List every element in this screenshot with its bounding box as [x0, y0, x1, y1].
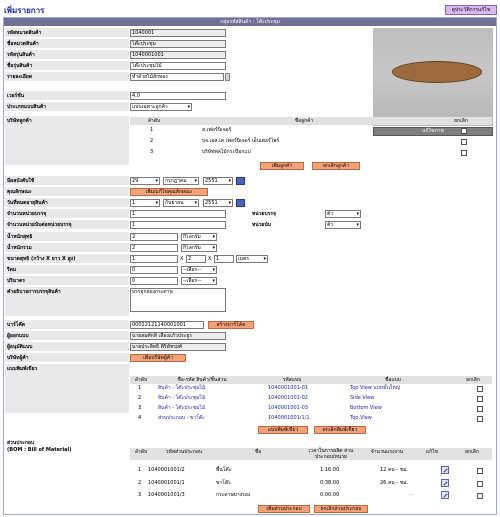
dimension-label: ขนาดสุทธิ (กว้าง X ยาว X สูง) [5, 254, 129, 264]
designer-label: ผู้ออกแบบ [5, 331, 129, 341]
sub-code-label: รหัสรุ่นสินค้า [5, 50, 129, 60]
bp-name[interactable]: สินค้า - โต๊ะประชุมไม้ [158, 385, 206, 391]
edit-icon[interactable] [441, 491, 449, 499]
capacity-label: ปริมาตร [5, 276, 129, 286]
bom-col-name: ชื่อ [216, 448, 300, 460]
bom-sublabel: (BOM : Bill of Material) [7, 447, 72, 453]
volume-input[interactable]: 0 [130, 266, 178, 274]
bp-no: 4 [138, 415, 142, 421]
customers-col-cancel: ยกเลิก [430, 117, 492, 125]
customer-cancel-checkbox[interactable] [461, 128, 467, 134]
customer-no: 3 [150, 149, 154, 155]
spec-label: คุณลักษณะ [5, 187, 129, 197]
bp-col-name: ชื่อ-รหัส สินค้า/ชิ้นส่วน [152, 376, 252, 384]
bom-name: ขาโต๊ะ [216, 480, 231, 486]
gross-weight-unit[interactable]: กิโลกรัม ▾ [181, 244, 217, 252]
dimension-w-input[interactable]: 1 [130, 255, 178, 263]
bp-code[interactable]: 1040001001-02 [268, 395, 308, 401]
bom-labor: 12 คน - ชม. [380, 467, 408, 473]
sub-name-label: ชื่อรุ่นสินค้า [5, 61, 129, 71]
count-select[interactable]: ตัว ▾ [325, 221, 361, 229]
sub-code-input[interactable]: 1040001001 [130, 51, 226, 59]
bp-name[interactable]: สินค้า - โต๊ะประชุมไม้ [158, 405, 206, 411]
version-label: เวอร์ชั่น [5, 91, 129, 101]
bom-cancel-checkbox[interactable] [477, 493, 483, 499]
edit-icon[interactable] [441, 479, 449, 487]
net-weight-unit[interactable]: กิโลกรัม ▾ [181, 233, 217, 241]
bp-title[interactable]: Bottom View [350, 405, 382, 411]
history-button[interactable]: ดูประวัติการแก้ไข [445, 5, 497, 15]
bom-name: กระดาษบางรอง [216, 492, 251, 498]
bom-col-code: รหัสส่วนประกอบ [152, 448, 216, 460]
package-desc-textarea[interactable]: บรรจุกล่องกระดาษ [130, 288, 226, 312]
bp-no: 1 [138, 385, 142, 391]
pack-label: หน่วยบรรจุ [252, 211, 276, 217]
cancel-component-button[interactable]: ยกเลิกส่วนประกอบ [314, 505, 368, 513]
bp-col-title: ชื่อแบบ [332, 376, 454, 384]
dimension-unit[interactable]: เมตร ▾ [236, 255, 268, 263]
expiry-day-select[interactable]: 1 ▾ [130, 199, 160, 207]
expiry-month-select[interactable]: กันยายน ▾ [163, 199, 199, 207]
bom-code: 1040001001/1 [148, 480, 185, 486]
bp-no: 3 [138, 405, 142, 411]
barcode-input[interactable]: 00022121140001001 [130, 321, 204, 329]
bp-col-code: รหัสแบบ [252, 376, 332, 384]
bp-cancel-checkbox[interactable] [477, 386, 483, 392]
bom-cancel-checkbox[interactable] [477, 468, 483, 474]
effective-label: มีผลบังคับใช้ [5, 176, 129, 186]
product-type-select[interactable]: แบบเฉพาะลูกค้า ▾ [130, 103, 192, 111]
capacity-input[interactable]: 0 [130, 277, 178, 285]
group-bar: กลุ่มรหัสสินค้า : โต๊ะประชุม [4, 18, 496, 26]
customers-col-name: ชื่อลูกค้า [178, 117, 430, 125]
package-desc-label: คำอธิบายการบรรจุสินค้า [5, 287, 129, 317]
bp-code[interactable]: 1040001001-03 [268, 405, 308, 411]
edit-spec-button[interactable]: เพิ่ม/แก้ไขคุณลักษณะ [130, 188, 208, 196]
bom-col-cancel: ยกเลิก [452, 448, 492, 460]
edit-icon[interactable] [441, 466, 449, 474]
cancel-customer-button[interactable]: ยกเลิกลูกค้า [312, 162, 360, 170]
effective-month-select[interactable]: กรกฎาคม ▾ [163, 177, 199, 185]
dimension-h-input[interactable]: 1 [214, 255, 234, 263]
blueprint-label: แบบพิมพ์เขียว [5, 364, 129, 414]
bom-code: 1040001001/3 [148, 492, 185, 498]
expiry-label: วันที่หมดอายุสินค้า [5, 198, 129, 208]
units-input[interactable]: 1 [130, 210, 226, 218]
bom-col-labor: จำนวนแรงงาน [362, 448, 412, 460]
units-label: จำนวนหน่วยบรรจุ [5, 209, 129, 219]
cancel-blueprint-button[interactable]: ยกเลิกพิมพ์เขียว [314, 426, 366, 434]
bom-label: ส่วนประกอบ [7, 440, 35, 446]
bom-time: 0:00:00 [320, 492, 340, 498]
count-label: หน่วยนับ [252, 222, 272, 228]
bp-cancel-checkbox[interactable] [477, 406, 483, 412]
gross-weight-input[interactable]: 2 [130, 244, 178, 252]
category-code-input[interactable]: 1040001 [130, 29, 226, 37]
category-code-label: รหัสหมวดสินค้า [5, 28, 129, 38]
net-weight-input[interactable]: 2 [130, 233, 178, 241]
bom-no: 3 [138, 492, 142, 498]
bp-name[interactable]: สินค้า - โต๊ะประชุมไม้ [158, 395, 206, 401]
table-picture [392, 61, 482, 83]
bom-no: 2 [138, 480, 142, 486]
bp-code[interactable]: 1040001001-01 [268, 385, 308, 391]
calendar-icon[interactable] [236, 177, 245, 185]
per-unit-input[interactable]: 1 [130, 221, 226, 229]
approver-input[interactable]: นายประสิทธิ์ ศิริพัชรยศ์ [130, 343, 226, 351]
add-component-button[interactable]: เพิ่มส่วนประกอบ [258, 505, 310, 513]
volume-unit[interactable]: --เลือก-- ▾ [181, 266, 217, 274]
bom-time: 0:38:00 [320, 480, 340, 486]
bp-col-no: ลำดับ [130, 376, 152, 384]
expiry-year-select[interactable]: 2551 ▾ [203, 199, 233, 207]
bom-time: 1:16:00 [320, 467, 340, 473]
designer-input[interactable]: นายสมศักดิ์ เลื่องแก้วประยูร [130, 332, 226, 340]
customer-name: บริษัทพลไม้กระบือกแป [202, 149, 251, 155]
category-name-label: ชื่อหมวดสินค้า [5, 39, 129, 49]
effective-year-select[interactable]: 2551 ▾ [203, 177, 233, 185]
add-blueprint-button[interactable]: แบบพิมพ์เขียว [258, 426, 308, 434]
detail-textarea[interactable]: ทำด้วยไม้สักทอง [130, 73, 224, 81]
bom-code: 1040001001/2 [148, 467, 185, 473]
customers-col-no: ลำดับ [130, 117, 178, 125]
sub-name-input[interactable]: โต๊ะประชุมไม้ [130, 62, 226, 70]
bom-labor: - [410, 492, 412, 498]
customer-cancel-checkbox[interactable] [461, 150, 467, 156]
bom-name: พื้นโต๊ะ [216, 467, 232, 473]
bp-no: 2 [138, 395, 142, 401]
product-type-label: ประเภทแบบสินค้า [5, 102, 129, 112]
customer-name: ส.เฟอร์นิเจอร์ [202, 127, 232, 133]
bp-name[interactable]: ส่วนประกอบ - ขาโต๊ะ [158, 415, 205, 421]
customer-name: บจ.เอส.เค เฟอร์นิเจอร์ เอ็นเตอร์ไพร์ [202, 138, 280, 144]
bom-col-edit: แก้ไข [412, 448, 452, 460]
bp-title[interactable]: Top View [350, 415, 372, 421]
vendor-label: บริษัทผู้ค้า [5, 353, 129, 363]
dimension-l-input[interactable]: 2 [186, 255, 206, 263]
bom-no: 1 [138, 467, 142, 473]
pack-select[interactable]: ตัว ▾ [325, 210, 361, 218]
create-barcode-button[interactable]: สร้างบาร์โค้ด [208, 321, 254, 329]
bp-title[interactable]: Top View แบบขั้นใหญ่ [350, 385, 400, 391]
customer-no: 2 [150, 138, 154, 144]
bp-cancel-checkbox[interactable] [477, 396, 483, 402]
effective-day-select[interactable]: 29 ▾ [130, 177, 160, 185]
page-title: เพิ่มรายการ [4, 6, 45, 15]
add-customer-button[interactable]: เพิ่มลูกค้า [260, 162, 304, 170]
bp-title[interactable]: Side View [350, 395, 375, 401]
volume-label: รีดม [5, 265, 129, 275]
bp-code[interactable]: 1040001001/1/1 [268, 415, 310, 421]
barcode-label: บาร์โค๊ด [5, 320, 129, 330]
edit-image-button[interactable]: แก้ไขภาพ [373, 127, 493, 136]
detail-scrollbar[interactable] [225, 73, 230, 81]
add-vendor-button[interactable]: เพิ่มบริษัทผู้ค้า [130, 354, 186, 362]
times-icon: X [180, 256, 184, 262]
bp-cancel-checkbox[interactable] [477, 416, 483, 422]
bom-labor: 26 คน - ชม. [380, 480, 408, 486]
category-name-input[interactable]: โต๊ะประชุม [130, 40, 226, 48]
gross-weight-label: น้ำหนักรวม [5, 243, 129, 253]
calendar-icon[interactable] [236, 199, 245, 207]
bom-col-time: เวลาในการผลิต ส่วนประกอบ/หน่วย [300, 448, 362, 460]
customer-no: 1 [150, 127, 154, 133]
version-input[interactable]: 4.0 [130, 92, 226, 100]
per-unit-label: จำนวนหน่วยนับต่อหน่วยบรรจุ [5, 220, 129, 230]
net-weight-label: น้ำหนักสุทธิ [5, 232, 129, 242]
bom-col-no: ลำดับ [130, 448, 152, 460]
detail-label: รายละเอียด [5, 72, 129, 82]
bom-cancel-checkbox[interactable] [477, 481, 483, 487]
customer-cancel-checkbox[interactable] [461, 139, 467, 145]
capacity-unit[interactable]: --เลือก-- ▾ [181, 277, 217, 285]
customers-label: บริษัทลูกค้า [5, 116, 129, 166]
approver-label: ผู้อนุมัติแบบ [5, 342, 129, 352]
bp-col-cancel: ยกเลิก [454, 376, 492, 384]
times-icon: X [208, 256, 212, 262]
